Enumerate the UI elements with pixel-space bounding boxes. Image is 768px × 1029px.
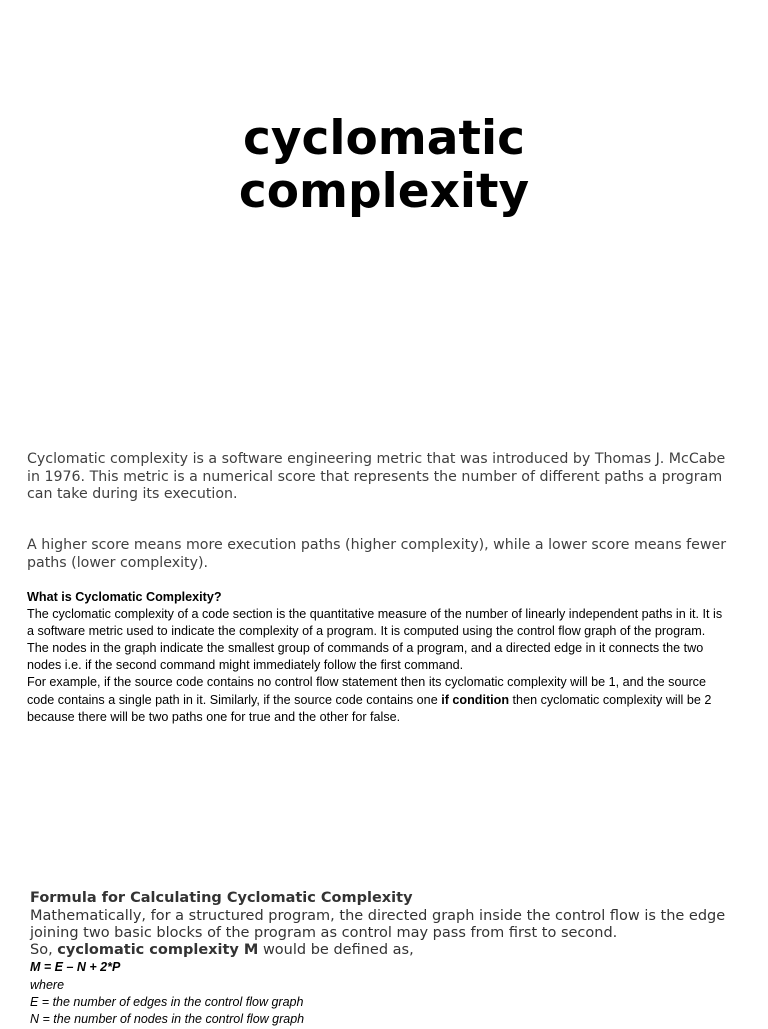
formula-section	[30, 890, 740, 1029]
formula-definition-line	[30, 942, 740, 959]
cyclomatic-m-emphasis: cyclomatic complexity M	[57, 942, 259, 959]
formula-equation: M = E – N + 2*P	[30, 960, 121, 975]
title-line-1: cyclomatic	[243, 111, 525, 166]
example-text-end: then cyclomatic complexity will be 2 because there will be two paths one for true and the other for false.	[27, 692, 712, 724]
formula-heading: Formula for Calculating Cyclomatic Complexity	[30, 890, 413, 906]
if-condition-emphasis: if condition	[441, 692, 510, 707]
definition-nodes: N = the number of nodes in the control flow graph	[30, 1012, 305, 1027]
intro-paragraph-1: Cyclomatic complexity is a software engineering metric that was introduced by Thomas J. McCabe in 1976. This metric is a numerical score that represents the number of different paths a program can take during its execution.	[27, 451, 726, 502]
definition-edges: E = the number of edges in the control flow graph	[30, 994, 304, 1009]
definition-section	[27, 589, 727, 726]
formula-text-end: would be defined as,	[258, 942, 414, 959]
formula-where: where	[30, 977, 65, 992]
example-paragraph	[27, 674, 727, 725]
title-line-2: complexity	[238, 164, 530, 219]
intro-paragraph-2: A higher score means more execution paths (higher complexity), while a lower score means fewer paths (lower complexity).	[27, 537, 727, 571]
formula-text-start: So,	[30, 942, 58, 959]
definition-paragraph: The cyclomatic complexity of a code section is the quantitative measure of the number of linearly independent paths in it. It is a software metric used to indicate the complexity of a program. It is computed using the control flow graph of the program. The nodes in the graph indicate the smallest group of commands of a program, and a directed edge in it connects the two nodes i.e. if the second command might immediately follow the first command.	[27, 607, 723, 673]
formula-intro-paragraph: Mathematically, for a structured program, the directed graph inside the control flow is the edge joining two basic blocks of the program as control may pass from first to second.	[30, 907, 726, 941]
definition-heading: What is Cyclomatic Complexity?	[27, 590, 222, 604]
slide-title	[0, 112, 768, 218]
example-text-start: For example, if the source code contains no control flow statement then its cyclomatic complexity will be 1, and the source code contains a single path in it. Similarly, if the source code contains one	[27, 675, 706, 707]
